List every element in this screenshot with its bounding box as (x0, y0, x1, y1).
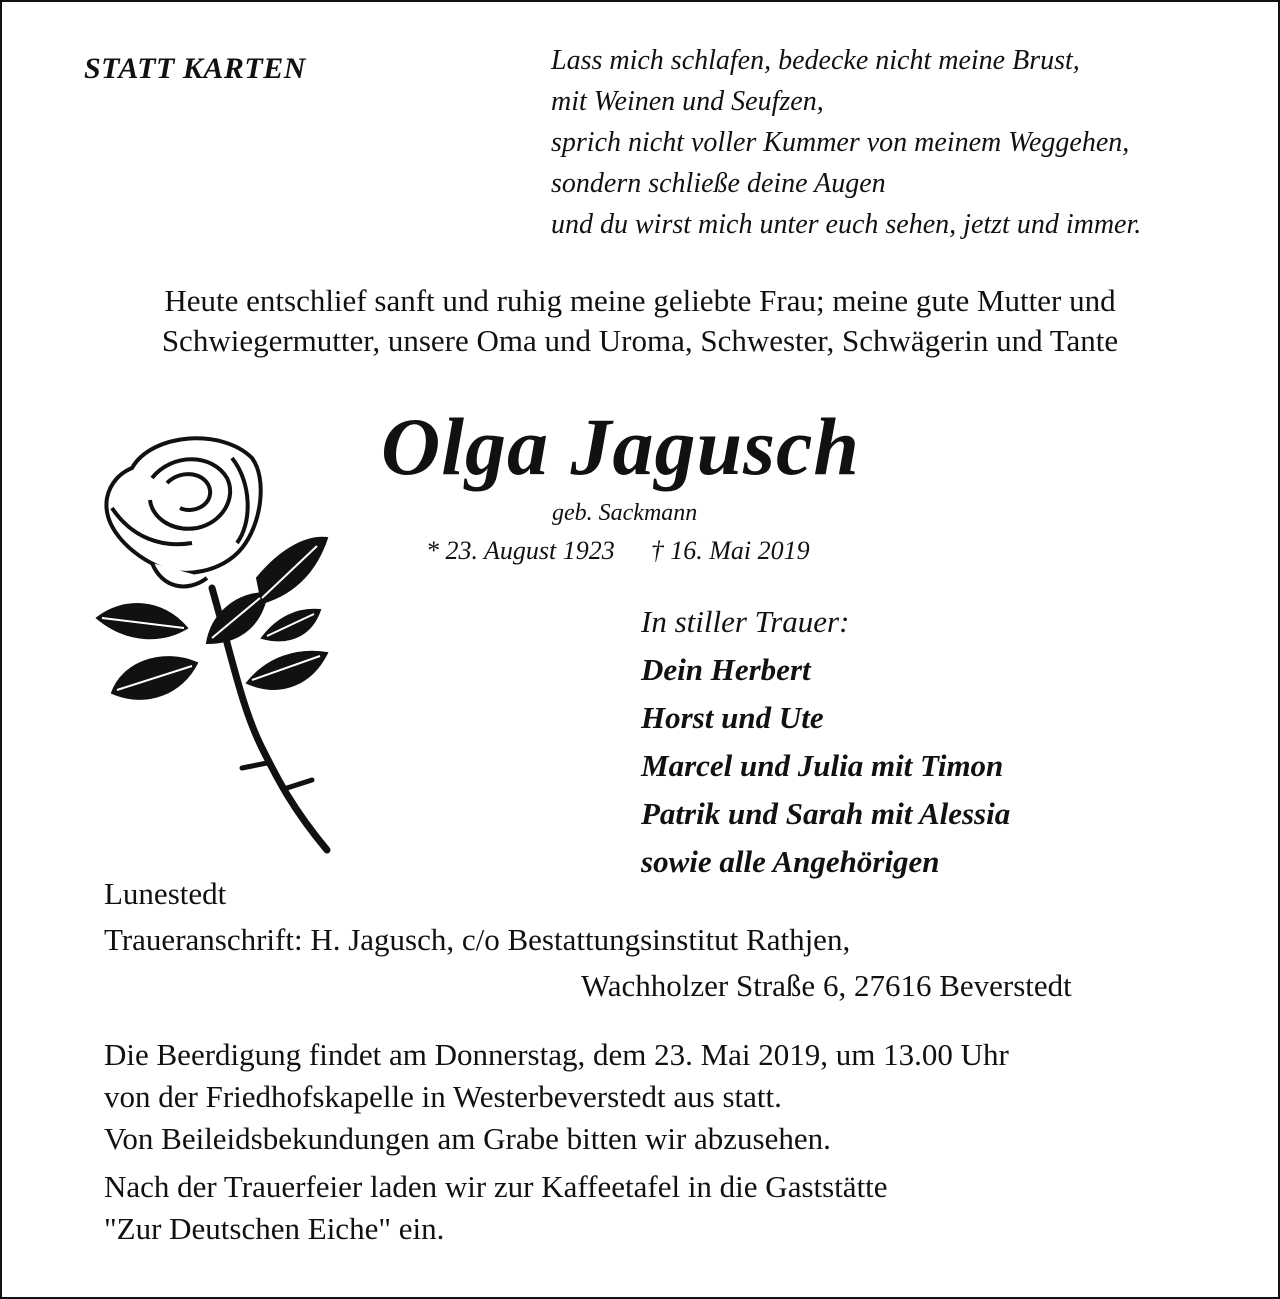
intro-line: Heute entschlief sanft und ruhig meine geliebte Frau; meine gute Mutter und (164, 283, 1116, 318)
mourner-name: Horst und Ute (641, 700, 824, 735)
birth-name: geb. Sackmann (552, 500, 698, 526)
funeral-line: Von Beileidsbekundungen am Grabe bitten wir abzusehen. (104, 1121, 831, 1156)
poem-line: mit Weinen und Seufzen, (551, 86, 824, 117)
mourner-name: sowie alle Angehörigen (641, 844, 940, 879)
poem-line: Lass mich schlafen, bedecke nicht meine Brust, (551, 45, 1080, 76)
rose-icon (92, 428, 342, 858)
intro-text (0, 281, 1280, 361)
funeral-info (104, 1034, 1009, 1160)
location: Lunestedt (104, 876, 227, 911)
death-date: † 16. Mai 2019 (650, 536, 810, 565)
poem-line: sprich nicht voller Kummer von meinem Weggehen, (551, 127, 1130, 158)
mourner-name: Dein Herbert (641, 652, 811, 687)
reception-line: "Zur Deutschen Eiche" ein. (104, 1211, 445, 1246)
reception-info (104, 1166, 888, 1250)
poem-line: sondern schließe deine Augen (551, 168, 886, 199)
life-dates (426, 536, 810, 566)
mourning-address-line: Wachholzer Straße 6, 27616 Beverstedt (581, 968, 1072, 1003)
mourners-block (641, 598, 1010, 886)
birth-date: * 23. August 1923 (426, 536, 615, 565)
reception-line: Nach der Trauerfeier laden wir zur Kaffeetafel in die Gaststätte (104, 1169, 888, 1204)
mourners-heading: In stiller Trauer: (641, 604, 850, 639)
deceased-name: Olga Jagusch (381, 401, 861, 492)
statt-karten-label: STATT KARTEN (84, 52, 306, 85)
poem (551, 40, 1141, 245)
funeral-line: Die Beerdigung findet am Donnerstag, dem 23. Mai 2019, um 13.00 Uhr (104, 1037, 1009, 1072)
funeral-line: von der Friedhofskapelle in Westerbeverstedt aus statt. (104, 1079, 782, 1114)
poem-line: und du wirst mich unter euch sehen, jetzt und immer. (551, 209, 1142, 240)
intro-line: Schwiegermutter, unsere Oma und Uroma, Schwester, Schwägerin und Tante (161, 323, 1119, 358)
mourner-name: Patrik und Sarah mit Alessia (641, 796, 1011, 831)
mourner-name: Marcel und Julia mit Timon (641, 748, 1004, 783)
mourning-address-line: Traueranschrift: H. Jagusch, c/o Bestattungsinstitut Rathjen, (104, 922, 851, 957)
